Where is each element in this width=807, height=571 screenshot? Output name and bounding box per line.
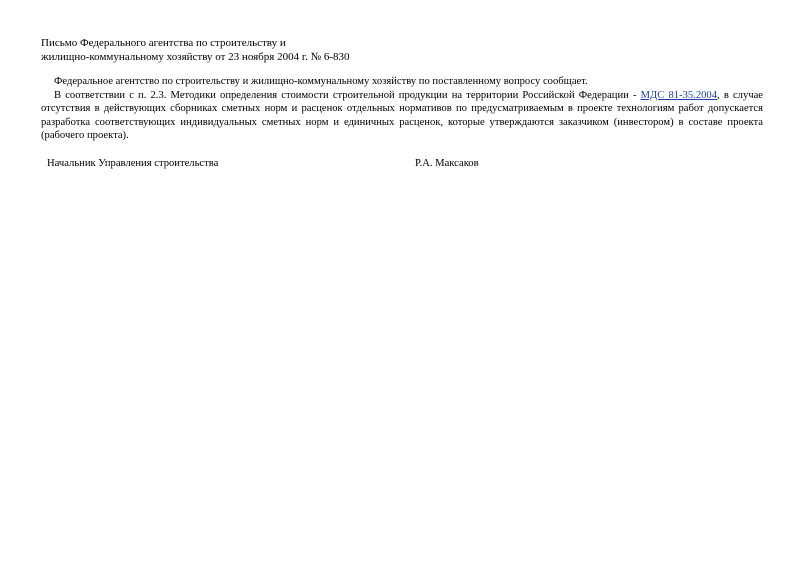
document-body: [41, 75, 763, 143]
mds-document-link[interactable]: МДС 81-35.2004: [640, 89, 718, 101]
document-title: [41, 36, 441, 64]
paragraph-main-start: В соответствии с п. 2.3. Методики определения стоимости строительной продукции на территории Российской Федерации -: [54, 89, 641, 101]
signature-position: Начальник Управления строительства: [47, 158, 219, 169]
paragraph-main-end: , в случае отсутствия в действующих сборниках сметных норм и расценок отдельных нормативов по предусматриваемым в проекте технологиям работ допускается разработка соответствующих индивидуальных сметных норм и единичных расценок, которые утверждаются заказчиком (инвестором) в составе проекта (рабочего проекта).: [41, 89, 763, 142]
title-line-1: Письмо Федерального агентства по строительству и: [41, 37, 286, 49]
paragraph-intro: Федеральное агентство по строительству и жилищно-коммунальному хозяйству по поставленному вопросу сообщает.: [54, 76, 588, 87]
title-line-2: жилищно-коммунальному хозяйству от 23 ноября 2004 г. № 6-830: [41, 51, 350, 63]
signature-block: [47, 157, 767, 171]
signature-name: Р.А. Максаков: [415, 158, 479, 169]
paragraph-main: [41, 89, 763, 143]
